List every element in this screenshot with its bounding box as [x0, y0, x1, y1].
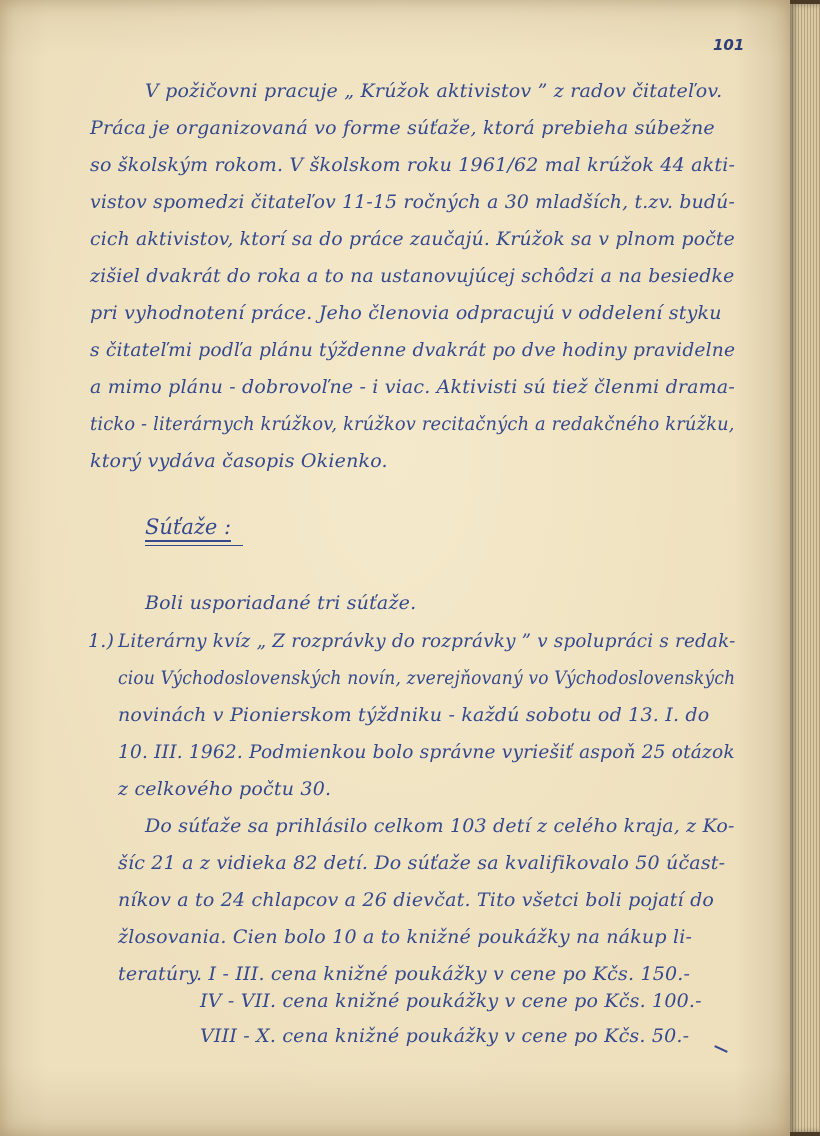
text-line: ticko - literárnych krúžkov, krúžkov recitačných a redakčného krúžku, [90, 413, 735, 435]
text-line: teratúry. I - III. cena knižné poukážky v cene po Kčs. 150.- [118, 963, 691, 985]
text-line: so školským rokom. V školskom roku 1961/62 mal krúžok 44 akti- [90, 154, 736, 176]
text-line: s čitateľmi podľa plánu týždenne dvakrát po dve hodiny pravidelne [90, 339, 736, 361]
page-number: 101 [713, 36, 745, 54]
pen-stroke-mark [714, 1045, 728, 1053]
text-line: šíc 21 a z vidieka 82 detí. Do súťaže sa kvalifikovalo 50 účast- [118, 852, 726, 874]
text-line: níkov a to 24 chlapcov a 26 dievčat. Tito všetci boli pojatí do [118, 889, 715, 911]
text-line: Do súťaže sa prihlásilo celkom 103 detí z celého kraja, z Ko- [145, 815, 735, 837]
text-line: pri vyhodnotení práce. Jeho členovia odpracujú v oddelení styku [90, 302, 722, 324]
text-line: ktorý vydáva časopis Okienko. [90, 450, 388, 472]
text-line: 10. III. 1962. Podmienkou bolo správne vyriešiť aspoň 25 otázok [118, 741, 735, 763]
intro-line: Boli usporiadané tri súťaže. [145, 592, 417, 614]
text-line: V požičovni pracuje „ Krúžok aktivistov ” z radov čitateľov. [145, 80, 723, 102]
text-line: žlosovania. Cien bolo 10 a to knižné poukážky na nákup li- [118, 926, 693, 948]
book-page-edges [790, 4, 820, 1132]
text-line: a mimo plánu - dobrovoľne - i viac. Aktivisti sú tiež členmi drama- [90, 376, 735, 398]
prize-line: IV - VII. cena knižné poukážky v cene po Kčs. 100.- [200, 990, 702, 1012]
text-line: zišiel dvakrát do roka a to na ustanovujúcej schôdzi a na besiedke [90, 265, 735, 287]
text-line: ciou Východoslovenských novín, zverejňovaný vo Východoslovenských [118, 667, 736, 689]
section-heading: Súťaže : [145, 515, 231, 542]
heading-underline [145, 545, 243, 546]
list-item-number: 1.) [88, 630, 115, 652]
text-line: Práca je organizovaná vo forme súťaže, ktorá prebieha súbežne [90, 117, 715, 139]
text-line: Literárny kvíz „ Z rozprávky do rozprávky ” v spolupráci s redak- [118, 630, 736, 652]
text-line: cich aktivistov, ktorí sa do práce zaučajú. Krúžok sa v plnom počte [90, 228, 735, 250]
prize-line: VIII - X. cena knižné poukážky v cene po Kčs. 50.- [200, 1025, 690, 1047]
text-line: vistov spomedzi čitateľov 11-15 ročných a 30 mladších, t.zv. budú- [90, 191, 735, 213]
text-line: novinách v Pionierskom týždniku - každú sobotu od 13. I. do [118, 704, 710, 726]
text-line: z celkového počtu 30. [118, 778, 332, 800]
